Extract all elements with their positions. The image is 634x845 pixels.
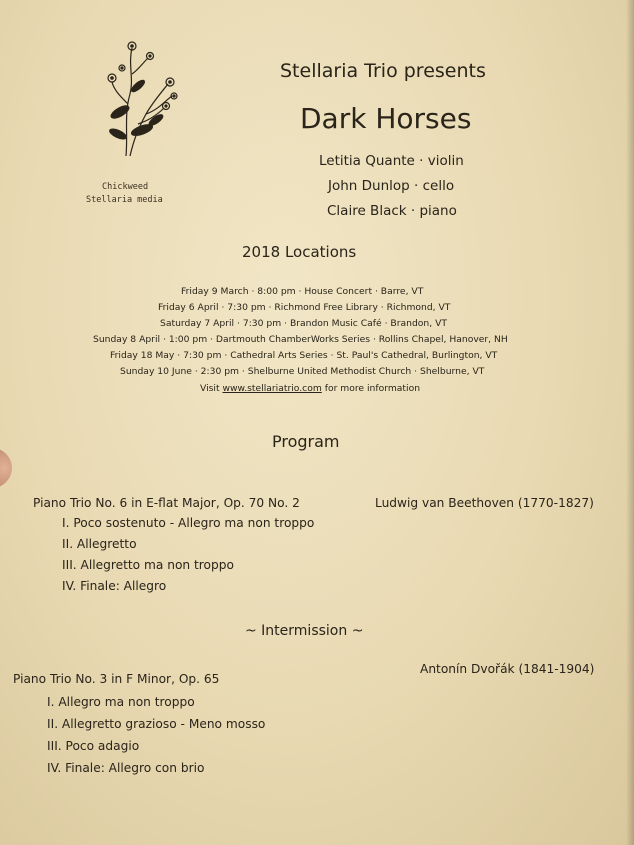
flower-caption-latin: Stellaria media — [86, 195, 163, 205]
piece-2-movement: II. Allegretto grazioso - Meno mosso — [47, 717, 266, 731]
location-item: Friday 9 March · 8:00 pm · House Concert · Barre, VT — [181, 286, 424, 297]
page-edge-shadow — [626, 0, 634, 845]
performer-cello: John Dunlop · cello — [328, 178, 455, 194]
piece-2-composer: Antonín Dvořák (1841-1904) — [420, 662, 595, 676]
piece-1-movement: II. Allegretto — [62, 537, 137, 551]
location-item: Saturday 7 April · 7:30 pm · Brandon Music Café · Brandon, VT — [160, 318, 447, 329]
visit-prefix: Visit — [200, 383, 220, 394]
location-item: Friday 6 April · 7:30 pm · Richmond Free Library · Richmond, VT — [158, 302, 451, 313]
locations-heading: 2018 Locations — [242, 243, 357, 261]
piece-2-movement: III. Poco adagio — [47, 739, 140, 753]
performer-violin: Letitia Quante · violin — [319, 153, 464, 169]
piece-2-title: Piano Trio No. 3 in F Minor, Op. 65 — [13, 672, 220, 686]
website-line — [200, 383, 420, 394]
location-item: Friday 18 May · 7:30 pm · Cathedral Arts Series · St. Paul's Cathedral, Burlington, VT — [110, 350, 498, 361]
piece-2-movement: I. Allegro ma non troppo — [47, 695, 195, 709]
performer-piano: Claire Black · piano — [327, 203, 457, 219]
piece-1-title: Piano Trio No. 6 in E-flat Major, Op. 70 No. 2 — [33, 496, 300, 510]
visit-suffix: for more information — [324, 383, 421, 394]
flower-caption-common: Chickweed — [102, 182, 149, 192]
program-heading: Program — [272, 432, 340, 451]
location-item: Sunday 10 June · 2:30 pm · Shelburne United Methodist Church · Shelburne, VT — [120, 366, 485, 377]
location-item: Sunday 8 April · 1:00 pm · Dartmouth ChamberWorks Series · Rollins Chapel, Hanover, NH — [93, 334, 508, 345]
piece-2-movement: IV. Finale: Allegro con brio — [47, 761, 205, 775]
piece-1-movement: IV. Finale: Allegro — [62, 579, 167, 593]
piece-1-movement: III. Allegretto ma non troppo — [62, 558, 234, 572]
piece-1-movement: I. Poco sostenuto - Allegro ma non troppo — [62, 516, 315, 530]
piece-1-composer: Ludwig van Beethoven (1770-1827) — [375, 496, 594, 510]
intermission-label: ~ Intermission ~ — [245, 623, 364, 639]
chickweed-illustration-icon — [98, 34, 188, 164]
presenter-line: Stellaria Trio presents — [280, 60, 486, 82]
concert-title: Dark Horses — [300, 102, 472, 135]
website-link[interactable]: www.stellariatrio.com — [222, 383, 322, 394]
